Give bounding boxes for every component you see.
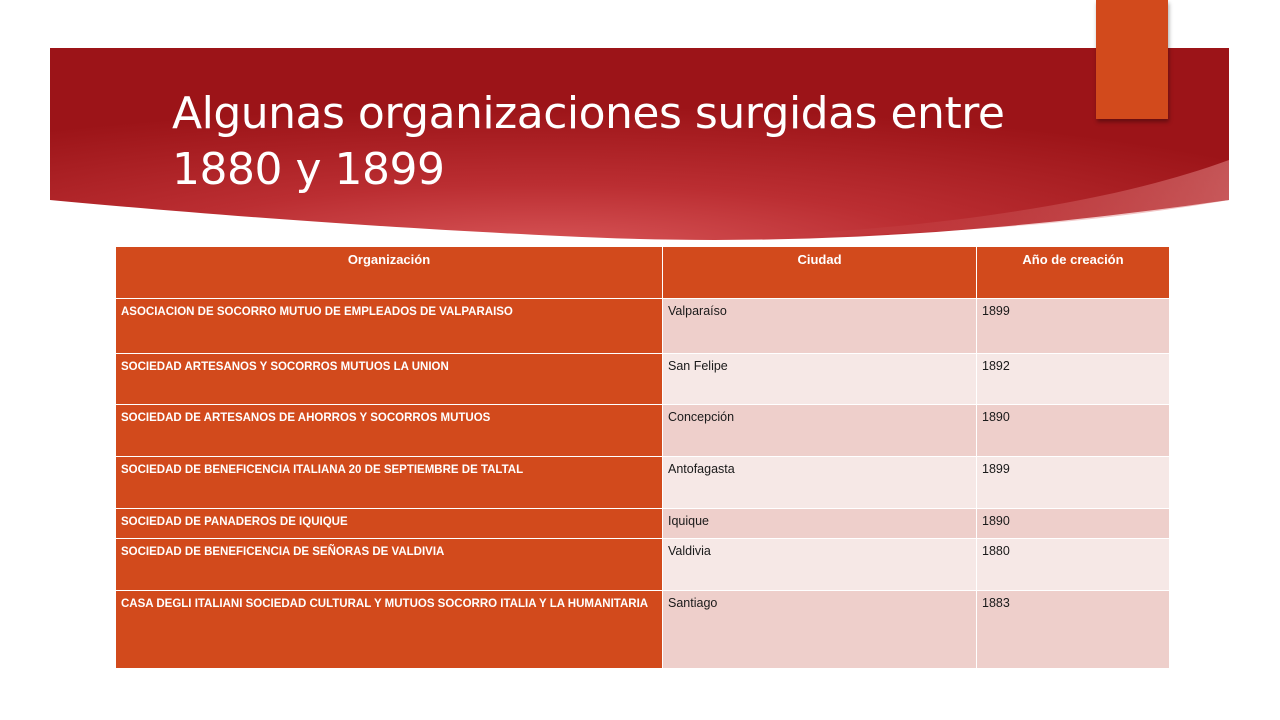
table-row [116, 539, 1170, 591]
organization-cell: SOCIEDAD DE PANADEROS DE IQUIQUE [116, 509, 663, 539]
table-row [116, 299, 1170, 354]
city-cell: Valparaíso [663, 299, 977, 354]
header-organization: Organización [116, 247, 663, 299]
organization-cell: SOCIEDAD DE BENEFICENCIA DE SEÑORAS DE VALDIVIA [116, 539, 663, 591]
table-header-row [116, 247, 1170, 299]
table-row [116, 457, 1170, 509]
organization-cell: SOCIEDAD ARTESANOS Y SOCORROS MUTUOS LA UNION [116, 354, 663, 405]
organization-cell: SOCIEDAD DE BENEFICENCIA ITALIANA 20 DE SEPTIEMBRE DE TALTAL [116, 457, 663, 509]
city-cell: Concepción [663, 405, 977, 457]
year-cell: 1890 [977, 509, 1170, 539]
table-row [116, 509, 1170, 539]
city-cell: Antofagasta [663, 457, 977, 509]
year-cell: 1890 [977, 405, 1170, 457]
year-cell: 1892 [977, 354, 1170, 405]
city-cell: San Felipe [663, 354, 977, 405]
header-year: Año de creación [977, 247, 1170, 299]
city-cell: Valdivia [663, 539, 977, 591]
table-row [116, 354, 1170, 405]
year-cell: 1899 [977, 299, 1170, 354]
table-row [116, 591, 1170, 669]
organization-cell: CASA DEGLI ITALIANI SOCIEDAD CULTURAL Y MUTUOS SOCORRO ITALIA Y LA HUMANITARIA [116, 591, 663, 669]
table-row [116, 405, 1170, 457]
city-cell: Iquique [663, 509, 977, 539]
year-cell: 1899 [977, 457, 1170, 509]
year-cell: 1880 [977, 539, 1170, 591]
organizations-table [115, 246, 1170, 669]
slide-title: Algunas organizaciones surgidas entre 1880 y 1899 [172, 88, 1005, 195]
year-cell: 1883 [977, 591, 1170, 669]
header-city: Ciudad [663, 247, 977, 299]
organization-cell: SOCIEDAD DE ARTESANOS DE AHORROS Y SOCORROS MUTUOS [116, 405, 663, 457]
city-cell: Santiago [663, 591, 977, 669]
organization-cell: ASOCIACION DE SOCORRO MUTUO DE EMPLEADOS DE VALPARAISO [116, 299, 663, 354]
accent-tab [1096, 0, 1168, 119]
